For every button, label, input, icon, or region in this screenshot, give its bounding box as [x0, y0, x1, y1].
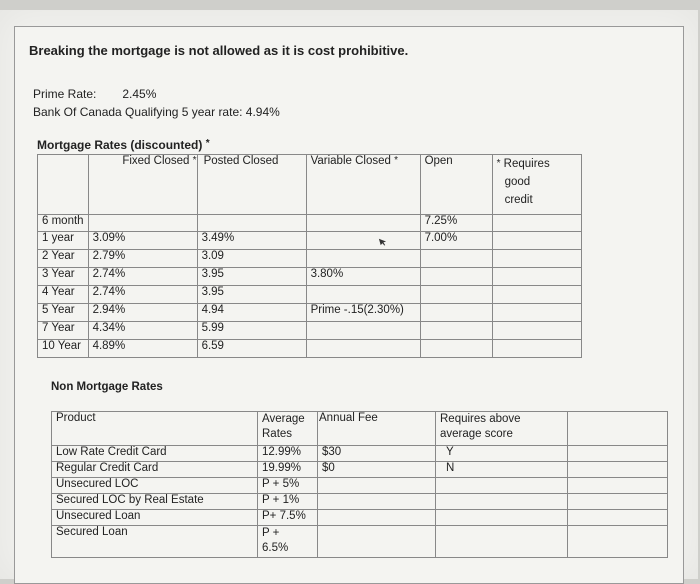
- variable-cell: [306, 215, 420, 232]
- table-row: [52, 526, 668, 558]
- table-row: [52, 446, 668, 462]
- table-row: [52, 510, 668, 526]
- fixed-cell: 2.79%: [88, 250, 197, 268]
- open-cell: [420, 322, 492, 340]
- term-cell: 1 year: [38, 232, 89, 250]
- cursor-arrow-icon: [378, 237, 387, 246]
- product-cell: Secured Loan: [52, 526, 258, 558]
- header-open: Open: [420, 155, 492, 215]
- blank-cell: [568, 510, 668, 526]
- product-cell: Unsecured Loan: [52, 510, 258, 526]
- non-mortgage-rates-heading: Non Mortgage Rates: [51, 381, 163, 393]
- variable-cell: [306, 322, 420, 340]
- open-cell: [420, 286, 492, 304]
- term-cell: 3 Year: [38, 268, 89, 286]
- fixed-cell: 2.74%: [88, 286, 197, 304]
- posted-cell: 6.59: [197, 340, 306, 358]
- rate-cell: 12.99%: [258, 446, 318, 462]
- blank-cell: [568, 494, 668, 510]
- posted-cell: 5.99: [197, 322, 306, 340]
- posted-cell: 4.94: [197, 304, 306, 322]
- note-cell: [492, 304, 581, 322]
- note-cell: [492, 340, 581, 358]
- fixed-cell: 4.34%: [88, 322, 197, 340]
- table-row: [52, 494, 668, 510]
- header-fixed-closed: Fixed Closed *: [88, 155, 197, 215]
- rate-cell: P + 6.5%: [258, 526, 318, 558]
- blank-cell: [568, 526, 668, 558]
- blank-cell: [568, 478, 668, 494]
- variable-cell: 3.80%: [306, 268, 420, 286]
- posted-cell: 3.09: [197, 250, 306, 268]
- header-term: [38, 155, 89, 215]
- mortgage-header-row: [38, 155, 582, 215]
- prime-rate-value: 2.45%: [122, 87, 157, 101]
- mortgage-rates-heading: [37, 138, 210, 152]
- score-cell: [436, 494, 568, 510]
- fee-cell: [318, 494, 436, 510]
- table-row: [52, 478, 668, 494]
- table-row: [38, 215, 582, 232]
- score-cell: [436, 510, 568, 526]
- table-row: [38, 250, 582, 268]
- variable-cell: [306, 340, 420, 358]
- rate-cell: P + 5%: [258, 478, 318, 494]
- posted-cell: [197, 215, 306, 232]
- term-cell: 4 Year: [38, 286, 89, 304]
- fixed-cell: [88, 215, 197, 232]
- product-cell: Secured LOC by Real Estate: [52, 494, 258, 510]
- open-cell: [420, 250, 492, 268]
- header-average-rates: Average Rates: [258, 412, 318, 446]
- table-row: [52, 462, 668, 478]
- note-cell: [492, 215, 581, 232]
- note-cell: [492, 250, 581, 268]
- posted-cell: 3.49%: [197, 232, 306, 250]
- table-row: [38, 322, 582, 340]
- rate-cell: P+ 7.5%: [258, 510, 318, 526]
- header-requires-above-average-score: Requires above average score: [436, 412, 568, 446]
- table-row: [38, 304, 582, 322]
- table-row: [38, 286, 582, 304]
- non-mortgage-header-row: [52, 412, 668, 446]
- table-row: [38, 268, 582, 286]
- fee-cell: [318, 510, 436, 526]
- term-cell: 2 Year: [38, 250, 89, 268]
- header-annual-fee: Annual Fee: [318, 412, 436, 446]
- score-cell: Y: [436, 446, 568, 462]
- posted-cell: 3.95: [197, 286, 306, 304]
- open-cell: [420, 268, 492, 286]
- note-cell: [492, 268, 581, 286]
- open-cell: [420, 340, 492, 358]
- score-cell: [436, 478, 568, 494]
- open-cell: [420, 304, 492, 322]
- note-cell: [492, 232, 581, 250]
- rate-cell: 19.99%: [258, 462, 318, 478]
- open-cell: 7.25%: [420, 215, 492, 232]
- blank-cell: [568, 462, 668, 478]
- fee-cell: [318, 478, 436, 494]
- product-cell: Low Rate Credit Card: [52, 446, 258, 462]
- fixed-cell: 2.94%: [88, 304, 197, 322]
- mortgage-rates-star: *: [205, 138, 210, 149]
- score-cell: N: [436, 462, 568, 478]
- fee-cell: $0: [318, 462, 436, 478]
- fee-cell: $30: [318, 446, 436, 462]
- variable-cell: [306, 286, 420, 304]
- prime-rate: [33, 87, 156, 101]
- term-cell: 6 month: [38, 215, 89, 232]
- posted-cell: 3.95: [197, 268, 306, 286]
- fixed-cell: 2.74%: [88, 268, 197, 286]
- document-page: [0, 10, 698, 579]
- fixed-cell: 3.09%: [88, 232, 197, 250]
- mortgage-rates-title: Mortgage Rates (discounted): [37, 138, 203, 152]
- non-mortgage-rates-table: [51, 411, 668, 558]
- blank-cell: [568, 446, 668, 462]
- document-frame: [14, 26, 684, 584]
- page-heading: Breaking the mortgage is not allowed as it is cost prohibitive.: [29, 43, 409, 58]
- header-variable-closed: Variable Closed *: [306, 155, 420, 215]
- header-product: Product: [52, 412, 258, 446]
- open-cell: 7.00%: [420, 232, 492, 250]
- note-cell: [492, 322, 581, 340]
- rate-cell: P + 1%: [258, 494, 318, 510]
- header-requires-good-credit: * Requires good credit: [492, 155, 581, 215]
- score-cell: [436, 526, 568, 558]
- boc-qualifying-rate: Bank Of Canada Qualifying 5 year rate: 4.94%: [33, 105, 280, 119]
- fixed-cell: 4.89%: [88, 340, 197, 358]
- term-cell: 5 Year: [38, 304, 89, 322]
- product-cell: Unsecured LOC: [52, 478, 258, 494]
- header-blank: [568, 412, 668, 446]
- table-row: [38, 232, 582, 250]
- fee-cell: [318, 526, 436, 558]
- prime-rate-label: Prime Rate:: [33, 87, 97, 101]
- table-row: [38, 340, 582, 358]
- variable-cell: Prime -.15(2.30%): [306, 304, 420, 322]
- term-cell: 10 Year: [38, 340, 89, 358]
- variable-cell: [306, 250, 420, 268]
- mortgage-rates-table: [37, 154, 582, 358]
- product-cell: Regular Credit Card: [52, 462, 258, 478]
- variable-cell: [306, 232, 420, 250]
- term-cell: 7 Year: [38, 322, 89, 340]
- note-cell: [492, 286, 581, 304]
- header-posted-closed: Posted Closed: [197, 155, 306, 215]
